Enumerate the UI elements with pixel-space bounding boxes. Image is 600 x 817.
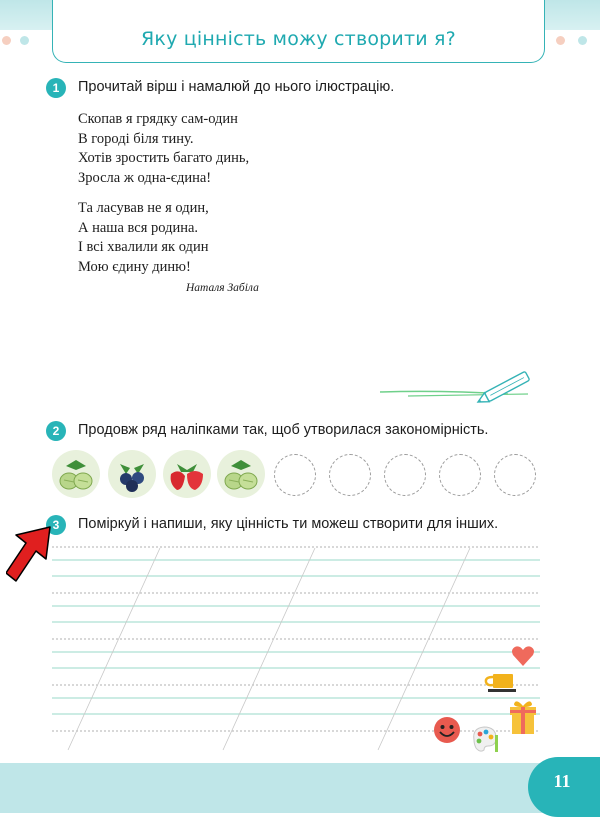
sticker-gooseberry — [217, 450, 265, 498]
gooseberry-icon — [217, 450, 265, 498]
sticker-blueberry — [108, 450, 156, 498]
empty-sticker-slot[interactable] — [439, 454, 481, 496]
bottom-band — [0, 763, 600, 813]
gooseberry-icon — [52, 450, 100, 498]
pencil-icon — [378, 370, 540, 406]
poem-line: Мою єдину диню! — [78, 258, 191, 275]
poem-line: Скопав я грядку сам-один — [78, 111, 238, 127]
blueberry-icon — [108, 450, 156, 498]
sticker-strawberry — [163, 450, 211, 498]
poem-stanza-1 — [78, 110, 249, 188]
task-1-number: 1 — [46, 78, 66, 98]
smiley-icon — [433, 716, 461, 744]
task-1-instruction: Прочитай вірш і намалюй до нього ілюстрацію. — [78, 79, 395, 95]
page-number: 11 — [553, 771, 571, 791]
poem-line: Хотів зростить багато динь, — [78, 150, 250, 166]
task-3-instruction: Поміркуй і напиши, яку цінність ти можеш створити для інших. — [78, 516, 499, 532]
poem-line: В городі біля тину. — [78, 130, 194, 147]
task-2-instruction: Продовж ряд наліпками так, щоб утворилася закономірність. — [78, 422, 489, 438]
empty-sticker-slot[interactable] — [274, 454, 316, 496]
writing-lines[interactable] — [52, 546, 542, 752]
title-box — [52, 0, 545, 63]
strawberry-icon — [163, 450, 211, 498]
cup-icon — [484, 672, 516, 696]
empty-sticker-slot[interactable] — [329, 454, 371, 496]
empty-sticker-slot[interactable] — [494, 454, 536, 496]
poem-line: А наша вся родина. — [78, 219, 199, 236]
empty-sticker-slot[interactable] — [384, 454, 426, 496]
sticker-gooseberry — [52, 450, 100, 498]
page-title: Яку цінність можу створити я? — [141, 28, 456, 50]
poem-line: І всі хвалили як один — [78, 239, 209, 255]
red-arrow-icon — [6, 523, 56, 585]
task-3-number: 3 — [46, 515, 66, 535]
poem-line: Та ласував не я один, — [78, 200, 209, 216]
gift-icon — [508, 698, 538, 736]
palette-icon — [470, 724, 502, 754]
poem-author: Наталя Забіла — [186, 282, 259, 294]
poem-stanza-2 — [78, 199, 209, 277]
heart-icon — [511, 645, 535, 667]
task-2-number: 2 — [46, 421, 66, 441]
poem-line: Зросла ж одна-єдина! — [78, 169, 212, 186]
